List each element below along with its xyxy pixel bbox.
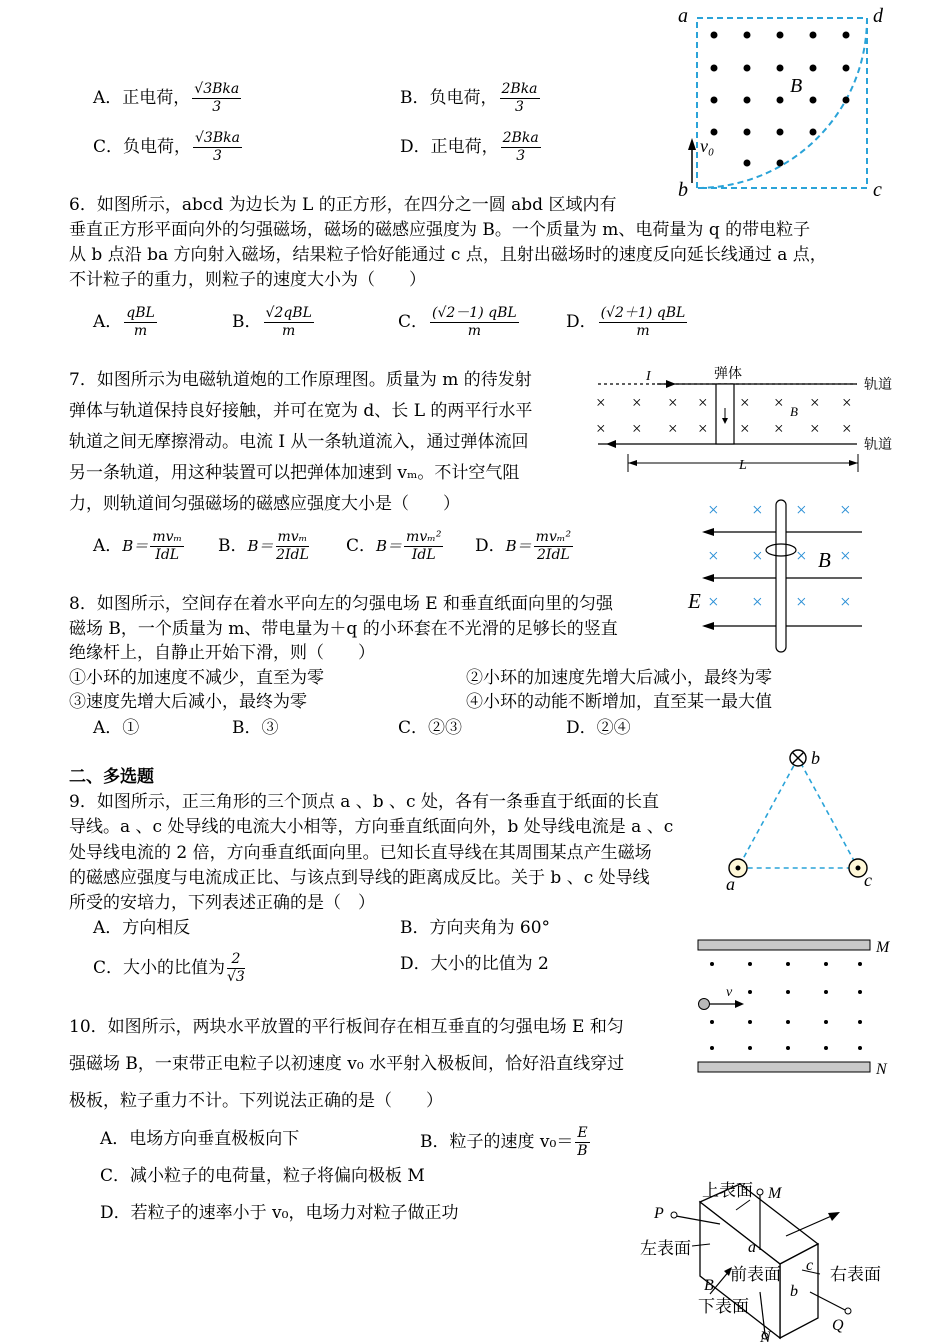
q9-option-b[interactable] <box>400 917 550 939</box>
q7-stem-line-5: 力，则轨道间匀强磁场的磁感应强度大小是（ ） <box>69 494 460 514</box>
option-lhs: B＝ <box>247 537 274 555</box>
q10-option-c[interactable] <box>100 1165 425 1187</box>
q7-option-d[interactable] <box>475 530 573 563</box>
option-letter: B． <box>420 1132 450 1152</box>
label-B: B <box>704 1277 714 1294</box>
svg-text:×: × <box>842 419 852 438</box>
q5-option-b[interactable] <box>400 82 540 115</box>
q8-statement-4: ④小环的动能不断增加，直至某一最大值 <box>466 692 772 712</box>
square-field-figure <box>672 0 902 200</box>
numerator: 2Bka <box>501 81 538 97</box>
denominator: √3 <box>227 969 245 985</box>
velocity-arrowhead <box>735 1000 744 1008</box>
triangle-wires-figure <box>718 742 888 894</box>
svg-text:×: × <box>840 546 851 567</box>
option-letter: A． <box>93 536 123 556</box>
option-text: 电场方向垂直极板向下 <box>129 1129 300 1149</box>
svg-text:×: × <box>796 500 807 521</box>
q8-stem-line-2: 磁场 B，一个质量为 m、带电量为＋q 的小环套在不光滑的足够长的竖直 <box>69 619 618 639</box>
svg-text:×: × <box>752 546 763 567</box>
option-text: 正电荷， <box>122 88 191 108</box>
label-M: M <box>876 939 890 956</box>
q5-option-d[interactable] <box>400 131 541 164</box>
fraction <box>599 306 688 339</box>
terminal-P <box>671 1212 677 1218</box>
q6-stem-line-4: 不计粒子的重力，则粒子的速度大小为（ ） <box>69 270 426 290</box>
fraction <box>192 82 241 115</box>
svg-text:×: × <box>796 592 807 613</box>
fraction <box>276 530 310 563</box>
q9-option-c[interactable] <box>93 952 245 985</box>
denominator: m <box>467 323 481 339</box>
option-letter: C． <box>100 1166 131 1186</box>
q7-stem-line-4: 另一条轨道，用这种装置可以把弹体加速到 vₘ。不计空气阻 <box>69 463 520 483</box>
svg-text:×: × <box>752 500 763 521</box>
denominator: 2IdL <box>276 547 309 563</box>
label-bottom-surface: 下表面 <box>698 1297 749 1316</box>
option-letter: D． <box>100 1203 131 1223</box>
label-v: v <box>726 985 733 1000</box>
label-a: a <box>726 874 735 894</box>
label-b: b <box>811 748 820 768</box>
q6-stem-line-3: 从 b 点沿 ba 方向射入磁场，结果粒子恰好能通过 c 点，且射出磁场时的速度反向延长线通过 a 点， <box>69 245 827 265</box>
terminal-M <box>757 1189 763 1195</box>
option-lhs: B＝ <box>376 537 403 555</box>
svg-text:×: × <box>810 419 820 438</box>
triangle <box>738 758 858 868</box>
fraction <box>430 306 519 339</box>
fraction <box>404 530 443 563</box>
q8-stem-line-1: 8．如图所示，空间存在着水平向左的匀强电场 E 和垂直纸面向里的匀强 <box>69 594 614 614</box>
svg-text:×: × <box>632 419 642 438</box>
denominator: m <box>133 323 148 339</box>
q10-stem-line-2: 强磁场 B，一束带正电粒子以初速度 v₀ 水平射入极板间，恰好沿直线穿过 <box>69 1054 625 1074</box>
q9-stem-line-2: 导线。a 、c 处导线的电流大小相等，方向垂直纸面向外，b 处导线电流是 a 、c <box>69 817 674 837</box>
q6-option-b[interactable] <box>232 306 314 339</box>
q6-option-a[interactable] <box>93 306 157 339</box>
denominator: 3 <box>212 99 222 115</box>
option-letter: A． <box>93 312 123 332</box>
option-letter: D． <box>400 954 431 974</box>
fraction <box>124 306 157 339</box>
svg-text:×: × <box>698 393 708 412</box>
option-text: 负电荷， <box>429 88 498 108</box>
option-letter: B． <box>218 536 248 556</box>
option-text: 若粒子的速率小于 v₀，电场力对粒子做正功 <box>130 1203 459 1223</box>
svg-text:×: × <box>810 393 820 412</box>
denominator: 2IdL <box>537 547 570 563</box>
fraction <box>534 530 573 563</box>
svg-text:×: × <box>596 393 606 412</box>
svg-text:×: × <box>752 592 763 613</box>
option-letter: B． <box>232 312 262 332</box>
option-lhs: B＝ <box>505 537 532 555</box>
q9-stem-line-1: 9．如图所示，正三角形的三个顶点 a 、b 、c 处，各有一条垂直于纸面的长直 <box>69 792 659 812</box>
svg-text:×: × <box>796 546 807 567</box>
denominator: 3 <box>515 99 524 115</box>
svg-text:×: × <box>708 500 719 521</box>
q6-option-c[interactable] <box>398 306 519 339</box>
numerator: √2qBL <box>265 305 312 321</box>
option-letter: C． <box>398 312 429 332</box>
q8-statement-2: ②小环的加速度先增大后减小，最终为零 <box>466 668 772 688</box>
label-left-surface: 左表面 <box>640 1239 691 1258</box>
label-B: B <box>790 404 798 419</box>
label-b: b <box>790 1283 798 1300</box>
current-arrow-top <box>666 380 676 388</box>
numerator: (√2＋1) qBL <box>600 305 686 321</box>
q7-stem-line-2: 弹体与轨道保持良好接触，并可在宽为 d、长 L 的两平行水平 <box>69 401 533 421</box>
option-text: 大小的比值为 <box>123 958 226 978</box>
svg-text:×: × <box>708 546 719 567</box>
label-rail-top: 轨道 <box>864 378 892 393</box>
label-projectile: 弹体 <box>714 367 742 382</box>
label-c: c <box>864 870 872 890</box>
q8-option-b[interactable]: B．③ <box>232 718 279 738</box>
q7-option-b[interactable] <box>218 530 309 563</box>
numerator: mvₘ² <box>535 529 572 545</box>
fraction <box>227 952 245 985</box>
svg-text:×: × <box>740 393 750 412</box>
label-Q: Q <box>832 1317 844 1334</box>
q10-option-a[interactable] <box>100 1128 299 1150</box>
q10-stem-line-3: 极板，粒子重力不计。下列说法正确的是（ ） <box>69 1091 443 1111</box>
terminal-Q <box>845 1308 851 1314</box>
rail-gun-figure <box>592 362 912 474</box>
particle <box>699 999 710 1010</box>
option-letter: A． <box>100 1129 130 1149</box>
svg-text:×: × <box>840 592 851 613</box>
svg-text:×: × <box>596 419 606 438</box>
conductor-slab-figure <box>640 1174 900 1344</box>
ring-rod-figure <box>682 494 872 656</box>
label-B: B <box>818 548 831 572</box>
option-lhs: B＝ <box>122 537 149 555</box>
option-text: 大小的比值为 2 <box>430 954 549 974</box>
label-rail-bottom: 轨道 <box>864 438 892 453</box>
svg-text:×: × <box>840 500 851 521</box>
option-letter: D． <box>400 137 431 157</box>
q5-option-c[interactable] <box>93 131 242 164</box>
field-arrow-1 <box>702 528 714 536</box>
svg-text:×: × <box>698 419 708 438</box>
q9-option-d[interactable] <box>400 953 549 975</box>
label-top-surface: 上表面 <box>702 1181 753 1200</box>
denominator: m <box>282 323 296 339</box>
svg-text:×: × <box>668 393 678 412</box>
plate-M <box>698 940 870 950</box>
svg-text:×: × <box>774 393 784 412</box>
label-d: d <box>873 5 883 27</box>
svg-text:×: × <box>632 393 642 412</box>
denominator: m <box>636 323 650 339</box>
field-dots <box>710 962 862 1050</box>
plate-N <box>698 1062 870 1072</box>
q9-stem-line-3: 处导线电流的 2 倍，方向垂直纸面向里。已知长直导线在其周围某点产生磁场 <box>69 843 652 863</box>
q8-option-c[interactable]: C．②③ <box>398 718 463 738</box>
q9-stem-line-5: 所受的安培力，下列表述正确的是（ ） <box>69 893 375 913</box>
denominator: 3 <box>213 148 222 164</box>
option-letter: C． <box>93 958 124 978</box>
option-letter: A． <box>93 88 123 108</box>
svg-text:×: × <box>842 393 852 412</box>
q8-option-a[interactable]: A．① <box>93 718 140 738</box>
numerator: mvₘ <box>152 529 183 545</box>
q5-option-a[interactable] <box>93 82 241 115</box>
svg-text:×: × <box>740 419 750 438</box>
option-text: 负电荷， <box>123 137 192 157</box>
svg-text:×: × <box>708 592 719 613</box>
q6-option-d[interactable] <box>566 306 687 339</box>
option-text: 正电荷， <box>430 137 499 157</box>
numerator: mvₘ² <box>406 529 442 545</box>
q9-option-a[interactable] <box>93 917 190 939</box>
option-letter: C． <box>346 536 377 556</box>
svg-text:×: × <box>668 419 678 438</box>
q8-statement-1: ①小环的加速度不减少，直至为零 <box>69 668 324 688</box>
label-E: E <box>688 589 701 613</box>
numerator: √3Bka <box>195 130 240 146</box>
option-letter: A． <box>93 918 123 938</box>
fraction <box>575 1126 589 1159</box>
option-letter: D． <box>475 536 506 556</box>
option-letter: B． <box>400 918 430 938</box>
field-arrow-2 <box>702 574 714 582</box>
denominator: B <box>577 1143 588 1159</box>
label-a: a <box>748 1239 756 1256</box>
label-M: M <box>768 1185 782 1202</box>
numerator: 2Bka <box>502 130 539 146</box>
label-I: I <box>646 369 651 384</box>
label-B: B <box>790 75 803 97</box>
label-c: c <box>806 1257 814 1274</box>
dim-arrow-right <box>849 460 858 466</box>
q8-stem-line-3: 绝缘杆上，自静止开始下滑，则（ ） <box>69 643 375 663</box>
denominator: 3 <box>516 148 526 164</box>
svg-text:×: × <box>774 419 784 438</box>
option-text: 方向夹角为 60° <box>429 918 551 938</box>
velocity-arrowhead <box>688 138 696 150</box>
insulating-rod <box>776 500 786 652</box>
numerator: (√2－1) qBL <box>432 305 517 321</box>
q8-statement-3: ③速度先增大后减小，最终为零 <box>69 692 307 712</box>
denominator: IdL <box>411 547 436 563</box>
label-c: c <box>873 179 882 200</box>
option-letter: B． <box>400 88 430 108</box>
label-N: N <box>876 1061 887 1076</box>
q6-stem-line-1: 6．如图所示，abcd 为边长为 L 的正方形，在四分之一圆 abd 区域内有 <box>69 195 617 215</box>
fraction <box>264 306 314 339</box>
q7-option-a[interactable] <box>93 530 184 563</box>
fraction <box>501 131 541 164</box>
option-text: 粒子的速度 v₀＝ <box>449 1132 574 1152</box>
q10-option-d[interactable] <box>100 1202 458 1224</box>
label-N: N <box>760 1329 771 1344</box>
field-dots <box>711 32 850 167</box>
option-text: 减小粒子的电荷量，粒子将偏向极板 M <box>130 1166 425 1186</box>
parallel-plates-figure <box>690 934 900 1076</box>
q10-option-b[interactable] <box>420 1126 590 1159</box>
label-L: L <box>739 458 747 473</box>
q7-option-c[interactable] <box>346 530 443 563</box>
field-arrowhead <box>828 1212 840 1221</box>
fraction <box>500 82 540 115</box>
label-v0: v₀ <box>700 136 715 156</box>
numerator: 2 <box>227 952 245 969</box>
option-letter: D． <box>566 312 597 332</box>
q8-option-d[interactable]: D．②④ <box>566 718 631 738</box>
section-title: 二、多选题 <box>69 767 154 787</box>
q7-stem-line-3: 轨道之间无摩擦滑动。电流 I 从一条轨道流入，通过弹体流回 <box>69 432 529 452</box>
label-right-surface: 右表面 <box>830 1265 881 1284</box>
label-P: P <box>654 1205 664 1222</box>
label-b: b <box>678 179 688 200</box>
q9-stem-line-4: 的磁感应强度与电流成正比、与该点到导线的距离成反比。关于 b 、c 处导线 <box>69 868 650 888</box>
numerator: √3Bka <box>194 81 240 97</box>
q6-stem-line-2: 垂直正方形平面向外的匀强磁场，磁场的磁感应强度为 B。一个质量为 m、电荷量为 q 的带电粒子 <box>69 220 811 240</box>
wire-b-into-page <box>790 750 806 766</box>
option-text: 方向相反 <box>122 918 191 938</box>
denominator: IdL <box>155 547 180 563</box>
option-letter: C． <box>93 137 124 157</box>
current-arrow-bottom <box>606 440 616 448</box>
numerator: E <box>577 1125 588 1141</box>
dim-arrow-left <box>628 460 637 466</box>
fraction <box>150 530 184 563</box>
label-front-surface: 前表面 <box>730 1265 781 1284</box>
q10-stem-line-1: 10．如图所示，两块水平放置的平行板间存在相互垂直的匀强电场 E 和匀 <box>69 1017 624 1037</box>
fraction <box>193 131 242 164</box>
numerator: mvₘ <box>277 529 308 545</box>
numerator: qBL <box>126 305 155 321</box>
label-a: a <box>678 5 688 27</box>
q7-stem-line-1: 7．如图所示为电磁轨道炮的工作原理图。质量为 m 的待发射 <box>69 370 532 390</box>
field-arrow-3 <box>702 622 714 630</box>
